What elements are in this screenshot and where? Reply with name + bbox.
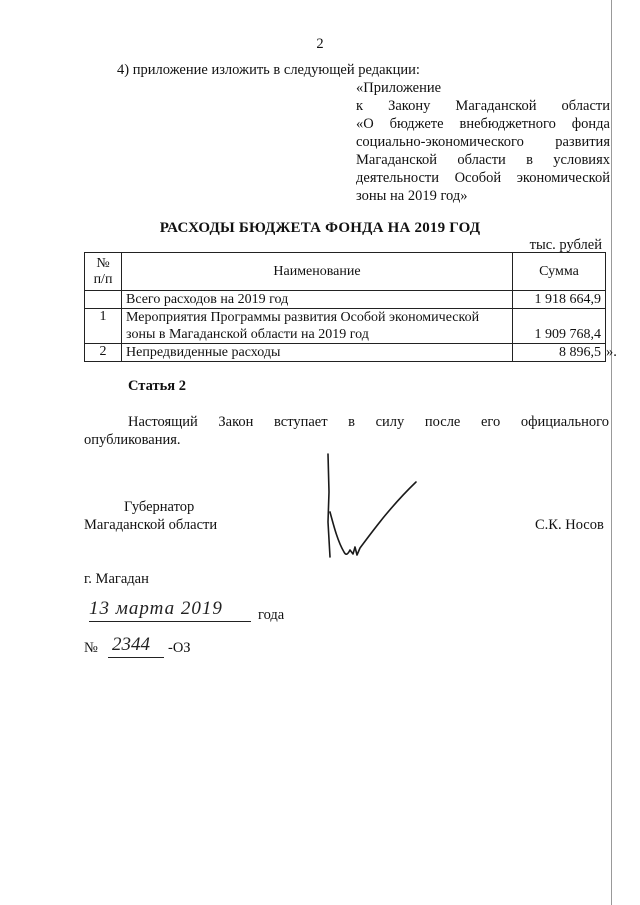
annex-line: к Закону Магаданской области — [356, 98, 610, 114]
annex-line: Магаданской области в условиях — [356, 152, 610, 168]
governor-title: Губернатор — [124, 499, 195, 515]
row-num: 2 — [85, 344, 122, 362]
table-row — [85, 291, 606, 309]
article-text-line: Настоящий Закон вступает в силу после его официального — [128, 414, 609, 430]
row-sum: 1 909 768,4 — [513, 309, 606, 344]
handwritten-date: 13 марта 2019 — [89, 598, 223, 619]
date-suffix: года — [258, 607, 285, 623]
row-num: 1 — [85, 309, 122, 344]
annex-heading — [356, 79, 610, 205]
header-name: Наименование — [122, 253, 513, 291]
law-number-label: № — [84, 640, 98, 656]
number-underline — [108, 657, 164, 658]
annex-line: деятельности Особой экономической — [356, 170, 610, 186]
governor-region: Магаданской области — [84, 517, 218, 533]
amendment-item-4: 4) приложение изложить в следующей редакции: — [117, 62, 420, 78]
budget-table — [84, 252, 606, 362]
handwritten-signature — [320, 452, 420, 567]
law-number-suffix: -ОЗ — [168, 640, 191, 656]
row-name: Непредвиденные расходы — [122, 344, 513, 362]
page-number: 2 — [316, 36, 324, 52]
table-title: РАСХОДЫ БЮДЖЕТА ФОНДА НА 2019 ГОД — [159, 220, 481, 236]
row-name: Мероприятия Программы развития Особой экономической зоны в Магаданской области на 2019 год — [122, 309, 513, 344]
units-label: тыс. рублей — [529, 237, 602, 253]
header-num: № п/п — [85, 253, 122, 291]
city-label: г. Магадан — [84, 571, 149, 587]
table-row — [85, 309, 606, 344]
scan-edge-line — [611, 0, 612, 905]
table-header-row — [85, 253, 606, 291]
article-text — [84, 413, 609, 449]
annex-line: зоны на 2019 год» — [356, 188, 468, 204]
annex-line: социально-экономического развития — [356, 134, 610, 150]
closing-quote: ». — [606, 344, 617, 360]
row-num — [85, 291, 122, 309]
governor-name: С.К. Носов — [535, 517, 604, 533]
article-title: Статья 2 — [128, 378, 186, 394]
article-text-line: опубликования. — [84, 432, 181, 448]
table-row — [85, 344, 606, 362]
annex-line: «Приложение — [356, 80, 442, 96]
row-sum: 1 918 664,9 — [513, 291, 606, 309]
row-sum: 8 896,5 — [513, 344, 606, 362]
header-sum: Сумма — [513, 253, 606, 291]
annex-line: «О бюджете внебюджетного фонда — [356, 116, 610, 132]
handwritten-law-number: 2344 — [112, 634, 150, 655]
row-name: Всего расходов на 2019 год — [122, 291, 513, 309]
